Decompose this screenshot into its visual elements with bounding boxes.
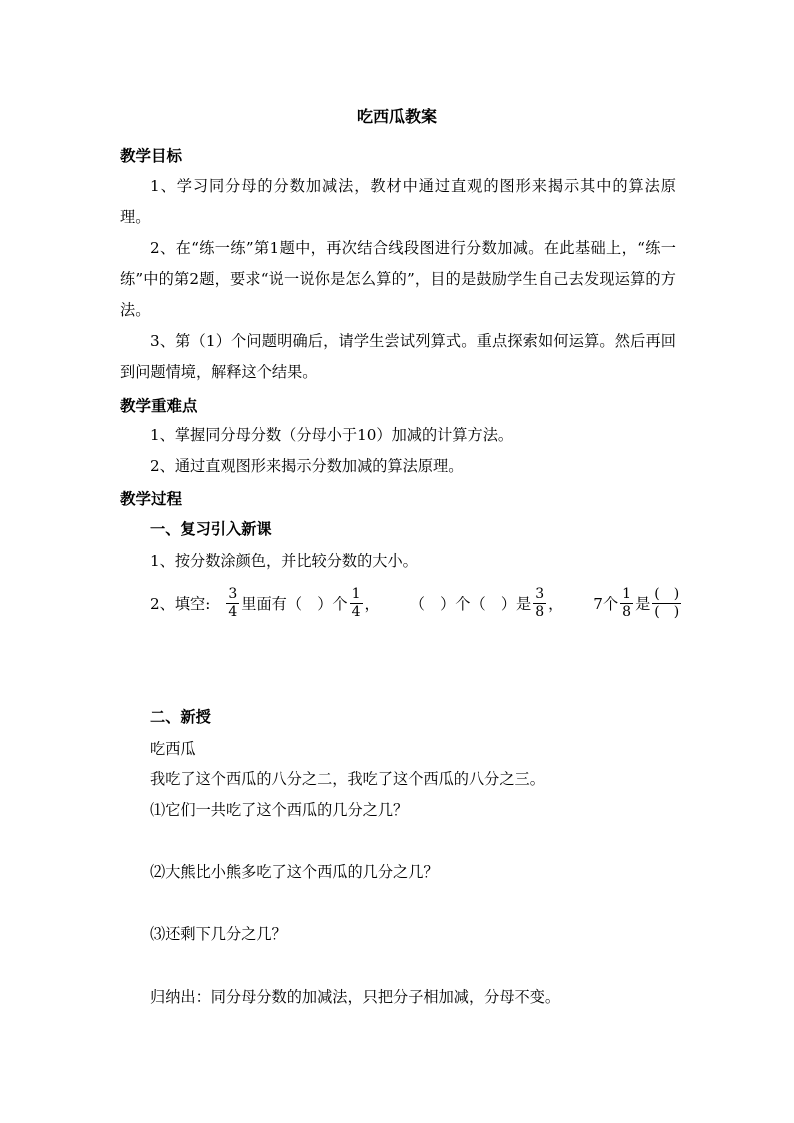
question-1: ⑴它们一共吃了这个西瓜的几分之几？ xyxy=(150,801,409,819)
key-point-1: 1、掌握同分母分数（分母小于10）加减的计算方法。 xyxy=(150,426,514,444)
part1-heading: 一、复习引入新课 xyxy=(150,520,272,538)
fraction-one-eighth: $\frac{1}{8}$ xyxy=(622,585,632,620)
fill-text-4: ， xyxy=(548,594,564,613)
fill-text-1: 里面有（ ）个 xyxy=(241,594,348,613)
goal-paragraph-3: 3、第（1）个问题明确后，请学生尝试列算式。重点探索如何运算。然后再回到问题情境，解释这个结果。 xyxy=(120,332,676,381)
section-heading-key-points: 教学重难点 xyxy=(120,397,198,415)
fraction-three-quarters: $\frac{3}{4}$ xyxy=(228,585,238,620)
fraction-one-quarter: $\frac{1}{4}$ xyxy=(351,585,361,620)
fill-label: 2、填空: xyxy=(150,594,211,613)
page-title: 吃西瓜教案 xyxy=(356,107,437,126)
part1-item-1: 1、按分数涂颜色，并比较分数的大小。 xyxy=(150,552,418,570)
fill-text-2: ， xyxy=(364,594,380,613)
fill-in-exercise xyxy=(150,583,683,623)
goal-paragraph-1: 1、学习同分母的分数加减法，教材中通过直观的图形来揭示其中的算法原理。 xyxy=(120,177,676,226)
part2-line-2: 我吃了这个西瓜的八分之二，我吃了这个西瓜的八分之三。 xyxy=(150,770,545,788)
key-point-2: 2、通过直观图形来揭示分数加减的算法原理。 xyxy=(150,457,464,475)
summary-line: 归纳出：同分母分数的加减法，只把分子相加减，分母不变。 xyxy=(150,988,561,1006)
part2-heading: 二、新授 xyxy=(150,708,211,726)
fraction-blank: $\frac{( )}{( )}$ xyxy=(654,585,680,620)
fill-text-6: 是 xyxy=(635,594,651,613)
question-2: ⑵大熊比小熊多吃了这个西瓜的几分之几？ xyxy=(150,863,439,881)
fraction-three-eighths: $\frac{3}{8}$ xyxy=(535,585,545,620)
goal-paragraph-2: 2、在“练一练”第1题中，再次结合线段图进行分数加减。在此基础上，“练一练”中的第2题，要求“说一说你是怎么算的”，目的是鼓励学生自己去发现运算的方法。 xyxy=(120,239,676,319)
section-heading-process: 教学过程 xyxy=(120,490,183,508)
fill-text-3: （ ）个（ ）是 xyxy=(409,594,532,613)
fill-text-5: 7个 xyxy=(593,594,619,613)
question-3: ⑶还剩下几分之几？ xyxy=(150,925,287,943)
section-heading-goals: 教学目标 xyxy=(120,147,183,165)
part2-line-1: 吃西瓜 xyxy=(150,740,196,758)
